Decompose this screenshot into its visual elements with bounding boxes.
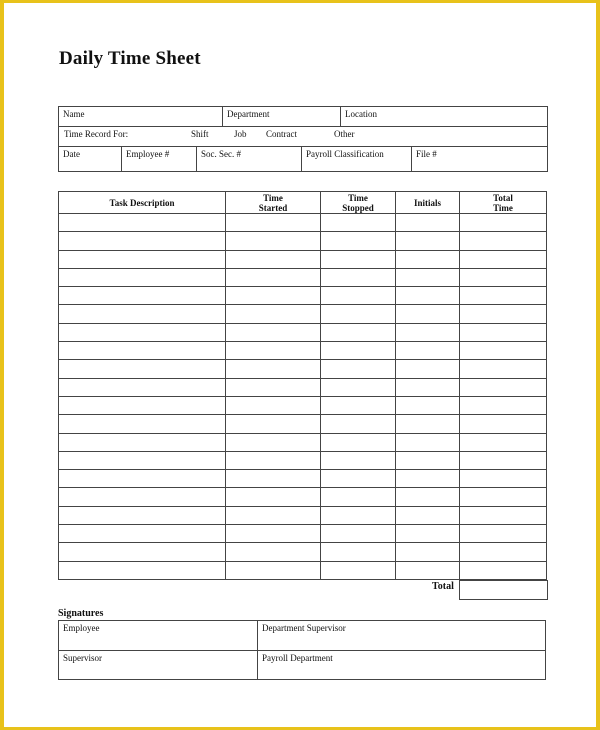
payroll-classification-field[interactable]: Payroll Classification	[302, 147, 412, 171]
page-title: Daily Time Sheet	[59, 48, 201, 69]
time-started-cell[interactable]	[226, 360, 321, 378]
initials-cell[interactable]	[396, 232, 460, 250]
file-number-field[interactable]: File #	[416, 149, 437, 159]
total-time-cell[interactable]	[460, 470, 547, 488]
total-time-cell[interactable]	[460, 378, 547, 396]
employee-info-grid	[58, 106, 548, 172]
location-field[interactable]: Location	[345, 109, 377, 119]
initials-cell[interactable]	[396, 543, 460, 561]
total-time-cell[interactable]	[460, 342, 547, 360]
time-stopped-cell[interactable]	[321, 305, 396, 323]
task-description-cell[interactable]	[59, 378, 226, 396]
date-field[interactable]: Date	[59, 147, 122, 171]
task-description-cell[interactable]	[59, 342, 226, 360]
time-started-cell[interactable]	[226, 488, 321, 506]
time-started-cell[interactable]	[226, 561, 321, 579]
time-started-cell[interactable]	[226, 378, 321, 396]
total-field[interactable]	[459, 580, 548, 600]
initials-cell[interactable]	[396, 470, 460, 488]
employee-number-field[interactable]: Employee #	[122, 147, 197, 171]
table-row	[59, 360, 547, 378]
time-stopped-cell[interactable]	[321, 525, 396, 543]
task-description-cell[interactable]	[59, 214, 226, 232]
table-row	[59, 342, 547, 360]
initials-cell[interactable]	[396, 525, 460, 543]
initials-cell[interactable]	[396, 433, 460, 451]
payroll-department-signature[interactable]: Payroll Department	[262, 653, 333, 663]
total-time-cell[interactable]	[460, 268, 547, 286]
info-row-name	[59, 107, 547, 127]
task-description-cell[interactable]	[59, 451, 226, 469]
time-stopped-cell[interactable]	[321, 433, 396, 451]
total-time-cell[interactable]	[460, 396, 547, 414]
total-time-cell[interactable]	[460, 415, 547, 433]
time-stopped-cell[interactable]	[321, 415, 396, 433]
option-other[interactable]: Other	[334, 129, 355, 139]
task-description-cell[interactable]	[59, 506, 226, 524]
time-started-cell[interactable]	[226, 287, 321, 305]
time-started-cell[interactable]	[226, 268, 321, 286]
time-stopped-cell[interactable]	[321, 342, 396, 360]
initials-cell[interactable]	[396, 506, 460, 524]
time-started-cell[interactable]	[226, 506, 321, 524]
initials-cell[interactable]	[396, 360, 460, 378]
time-stopped-cell[interactable]	[321, 268, 396, 286]
time-started-cell[interactable]	[226, 470, 321, 488]
option-contract[interactable]: Contract	[266, 129, 297, 139]
task-description-cell[interactable]	[59, 415, 226, 433]
time-stopped-cell[interactable]	[321, 543, 396, 561]
initials-cell[interactable]	[396, 561, 460, 579]
table-row	[59, 415, 547, 433]
table-row	[59, 268, 547, 286]
total-time-cell[interactable]	[460, 506, 547, 524]
time-started-cell[interactable]	[226, 250, 321, 268]
time-record-label: Time Record For:	[64, 129, 129, 139]
task-description-cell[interactable]	[59, 268, 226, 286]
task-description-cell[interactable]	[59, 232, 226, 250]
task-description-cell[interactable]	[59, 488, 226, 506]
info-row-time-record[interactable]	[59, 127, 547, 147]
table-row	[59, 232, 547, 250]
task-description-cell[interactable]	[59, 561, 226, 579]
table-row	[59, 214, 547, 232]
total-time-cell[interactable]	[460, 433, 547, 451]
department-supervisor-signature[interactable]: Department Supervisor	[262, 623, 346, 633]
total-time-cell[interactable]	[460, 525, 547, 543]
table-row	[59, 323, 547, 341]
initials-cell[interactable]	[396, 268, 460, 286]
time-stopped-cell[interactable]	[321, 250, 396, 268]
time-started-cell[interactable]	[226, 396, 321, 414]
time-started-cell[interactable]	[226, 232, 321, 250]
task-table	[58, 191, 547, 580]
table-row	[59, 433, 547, 451]
total-time-cell[interactable]	[460, 360, 547, 378]
soc-sec-field[interactable]: Soc. Sec. #	[197, 147, 302, 171]
task-description-cell[interactable]	[59, 396, 226, 414]
table-row	[59, 451, 547, 469]
total-time-cell[interactable]	[460, 561, 547, 579]
time-started-cell[interactable]	[226, 525, 321, 543]
task-description-cell[interactable]	[59, 305, 226, 323]
total-time-cell[interactable]	[460, 543, 547, 561]
initials-cell[interactable]	[396, 305, 460, 323]
table-row	[59, 378, 547, 396]
initials-cell[interactable]	[396, 287, 460, 305]
task-description-cell[interactable]	[59, 433, 226, 451]
time-started-cell[interactable]	[226, 342, 321, 360]
total-time-cell[interactable]	[460, 232, 547, 250]
header-time-started: Time Started	[226, 192, 321, 214]
initials-cell[interactable]	[396, 396, 460, 414]
time-stopped-cell[interactable]	[321, 396, 396, 414]
option-job[interactable]: Job	[234, 129, 247, 139]
table-row	[59, 561, 547, 579]
initials-cell[interactable]	[396, 250, 460, 268]
total-label: Total	[432, 581, 454, 592]
task-description-cell[interactable]	[59, 525, 226, 543]
time-stopped-cell[interactable]	[321, 561, 396, 579]
time-started-cell[interactable]	[226, 433, 321, 451]
initials-cell[interactable]	[396, 214, 460, 232]
total-time-cell[interactable]	[460, 323, 547, 341]
table-row	[59, 287, 547, 305]
supervisor-signature[interactable]: Supervisor	[63, 653, 102, 663]
time-started-cell[interactable]	[226, 451, 321, 469]
time-started-cell[interactable]	[226, 543, 321, 561]
task-description-cell[interactable]	[59, 360, 226, 378]
department-field[interactable]: Department	[223, 107, 341, 126]
table-row	[59, 488, 547, 506]
time-sheet-page	[4, 3, 596, 727]
time-stopped-cell[interactable]	[321, 232, 396, 250]
task-description-cell[interactable]	[59, 543, 226, 561]
table-row	[59, 470, 547, 488]
time-stopped-cell[interactable]	[321, 287, 396, 305]
table-row	[59, 543, 547, 561]
time-stopped-cell[interactable]	[321, 506, 396, 524]
initials-cell[interactable]	[396, 342, 460, 360]
header-time-stopped: Time Stopped	[321, 192, 396, 214]
signatures-heading: Signatures	[58, 608, 104, 619]
table-row	[59, 305, 547, 323]
task-description-cell[interactable]	[59, 323, 226, 341]
initials-cell[interactable]	[396, 451, 460, 469]
option-shift[interactable]: Shift	[191, 129, 209, 139]
task-description-cell[interactable]	[59, 250, 226, 268]
total-time-cell[interactable]	[460, 451, 547, 469]
header-task-description: Task Description	[59, 192, 226, 214]
initials-cell[interactable]	[396, 378, 460, 396]
time-started-cell[interactable]	[226, 214, 321, 232]
task-description-cell[interactable]	[59, 470, 226, 488]
time-stopped-cell[interactable]	[321, 470, 396, 488]
total-time-cell[interactable]	[460, 287, 547, 305]
table-row	[59, 525, 547, 543]
table-row	[59, 396, 547, 414]
header-initials: Initials	[396, 192, 460, 214]
total-time-cell[interactable]	[460, 488, 547, 506]
time-started-cell[interactable]	[226, 305, 321, 323]
initials-cell[interactable]	[396, 323, 460, 341]
total-time-cell[interactable]	[460, 305, 547, 323]
time-started-cell[interactable]	[226, 415, 321, 433]
info-row-ids	[59, 147, 547, 171]
total-time-cell[interactable]	[460, 214, 547, 232]
time-stopped-cell[interactable]	[321, 378, 396, 396]
task-table-header	[59, 192, 547, 214]
initials-cell[interactable]	[396, 415, 460, 433]
task-description-cell[interactable]	[59, 287, 226, 305]
time-stopped-cell[interactable]	[321, 360, 396, 378]
header-total-time: Total Time	[460, 192, 547, 214]
employee-signature[interactable]: Employee	[63, 623, 100, 633]
table-row	[59, 250, 547, 268]
signatures-grid	[58, 620, 546, 680]
name-field[interactable]: Name	[59, 107, 223, 126]
total-time-cell[interactable]	[460, 250, 547, 268]
time-started-cell[interactable]	[226, 323, 321, 341]
time-stopped-cell[interactable]	[321, 214, 396, 232]
initials-cell[interactable]	[396, 488, 460, 506]
time-stopped-cell[interactable]	[321, 488, 396, 506]
task-table-body	[59, 214, 547, 580]
time-stopped-cell[interactable]	[321, 323, 396, 341]
table-row	[59, 506, 547, 524]
time-stopped-cell[interactable]	[321, 451, 396, 469]
